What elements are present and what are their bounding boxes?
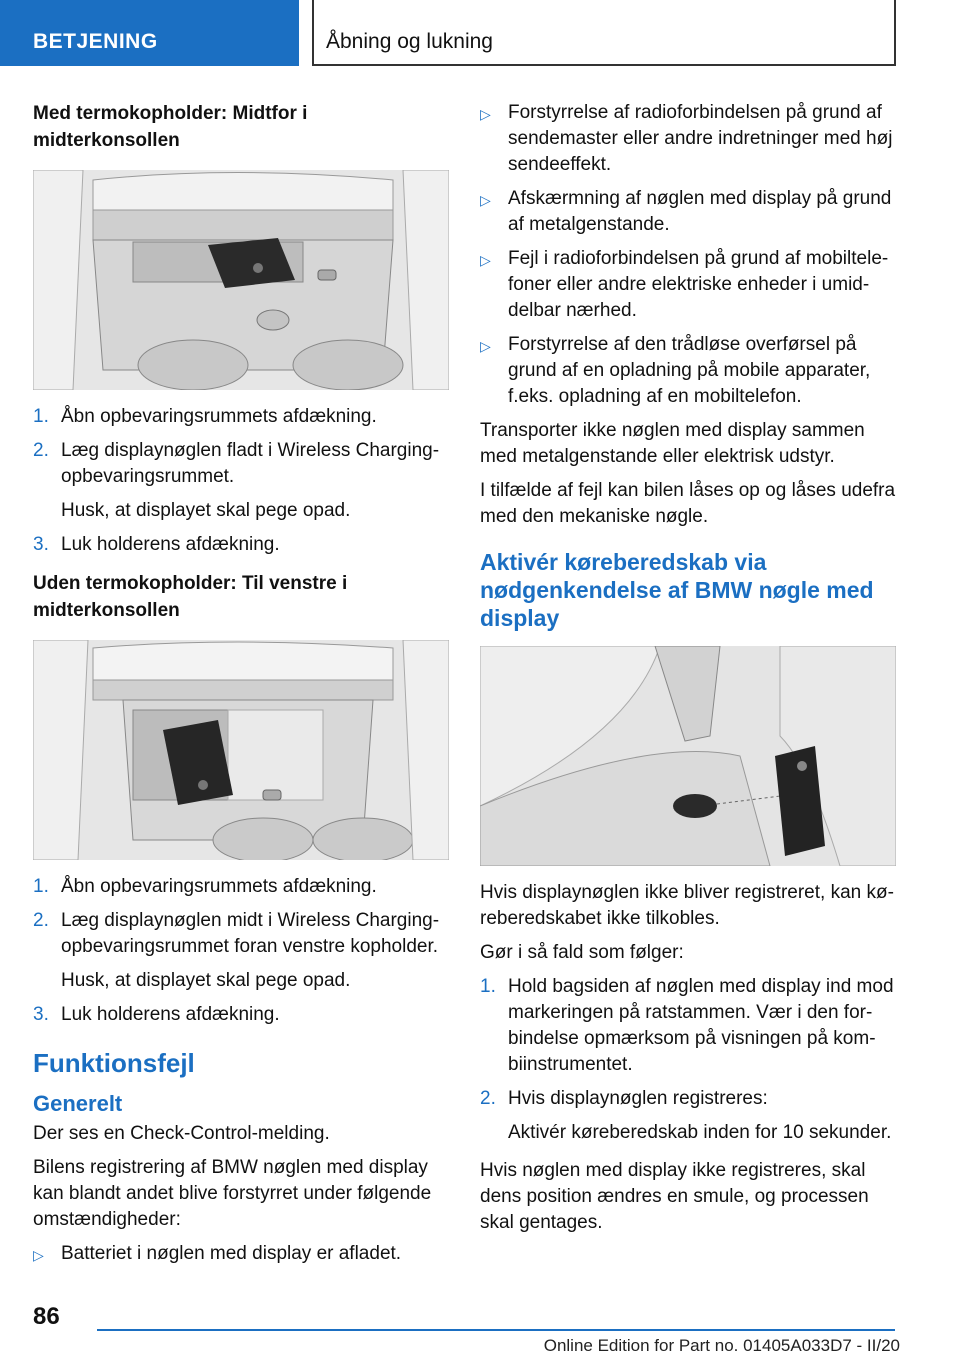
bullet-item: ▷ Batteriet i nøglen med display er afladet.	[33, 1241, 449, 1267]
heading-emergency-detection: Aktivér køreberedskab via nødgenkendelse af BMW nøgle med display	[480, 549, 874, 631]
heading-malfunction: Funktionsfejl	[33, 1048, 195, 1078]
subheading-without-cupholder: Uden termokopholder: Til venstre i midterkonsollen	[33, 573, 348, 621]
heading-general: Generelt	[33, 1091, 123, 1116]
page-number: 86	[33, 1303, 60, 1330]
paragraph: Gør i så fald som følger:	[480, 942, 684, 963]
subheading-with-cupholder: Med termokopholder: Midtfor i midterkonsollen	[33, 103, 308, 151]
step-note: Aktivér køreberedskab inden for 10 sekunder.	[508, 1122, 892, 1143]
step-item: 2. Læg displaynøglen fladt i Wireless Charging-opbevaringsrummet. Husk, at displayet skal pege opad.	[33, 438, 449, 524]
footer-divider	[97, 1329, 895, 1331]
bullet-list	[33, 1241, 449, 1267]
right-column	[480, 100, 896, 1244]
triangle-bullet-icon: ▷	[480, 106, 491, 122]
paragraph: Hvis nøglen med display ikke registreres, skal dens position ændres en smule, og processen skal gentages.	[480, 1160, 869, 1233]
step-item: 1. Åbn opbevaringsrummets afdækning.	[33, 876, 377, 897]
step-item: 3. Luk holderens afdækning.	[33, 1004, 280, 1025]
steps-emergency	[480, 974, 896, 1146]
paragraph: Bilens registrering af BMW nøglen med display kan blandt andet blive forstyrret under følgende omstændigheder:	[33, 1157, 432, 1230]
triangle-bullet-icon: ▷	[480, 192, 491, 208]
steps-without-cupholder	[33, 874, 449, 1028]
bullet-item: ▷ Forstyrrelse af den trådløse overførsel på grund af en opladning på mobile apparater, f.eks. opladning af en mobiltelefon.	[480, 334, 871, 407]
triangle-bullet-icon: ▷	[480, 252, 491, 268]
edition-note: Online Edition for Part no. 01405A033D7 - II/20	[543, 1336, 900, 1355]
paragraph: I tilfælde af fejl kan bilen låses op og låses udefra med den mekaniske nøgle.	[480, 480, 896, 527]
triangle-bullet-icon: ▷	[33, 1247, 44, 1263]
step-item: 3. Luk holderens afdækning.	[33, 534, 280, 555]
step-item: 1. Hold bagsiden af nøglen med display ind mod markeringen på ratstammen. Vær i den forbindelse opmærksom på visningen på kombiinstrumentet.	[480, 976, 894, 1075]
step-item: 2. Hvis displaynøglen registreres: Aktivér køreberedskab inden for 10 sekunder.	[480, 1086, 896, 1146]
chapter-title: Åbning og lukning	[312, 0, 896, 66]
figure-console-without-cupholder	[33, 640, 449, 860]
bullet-item: ▷ Forstyrrelse af radioforbindelsen på grund af sendemaster eller andre indretninger med høj sendeeffekt.	[480, 102, 893, 175]
paragraph: Der ses en Check-Control-melding.	[33, 1123, 330, 1144]
paragraph: Hvis displaynøglen ikke bliver registreret, kan køreberedskabet ikke tilkobles.	[480, 882, 894, 929]
figure-console-with-cupholder	[33, 170, 449, 390]
section-tab: BETJENING	[0, 0, 299, 66]
paragraph: Transporter ikke nøglen med display sammen med metalgenstande eller elektrisk udstyr.	[480, 420, 865, 467]
steps-with-cupholder	[33, 404, 449, 558]
bullet-item: ▷ Afskærmning af nøglen med display på grund af metalgenstande.	[480, 188, 892, 235]
triangle-bullet-icon: ▷	[480, 338, 491, 354]
step-item: 2. Læg displaynøglen midt i Wireless Charging-opbevaringsrummet foran venstre kopholder. Husk, at displayet skal pege opad.	[33, 908, 449, 994]
step-item: 1. Åbn opbevaringsrummets afdækning.	[33, 406, 377, 427]
bullet-list	[480, 100, 896, 410]
left-column	[33, 100, 449, 1275]
step-note: Husk, at displayet skal pege opad.	[61, 970, 351, 991]
bullet-item: ▷ Fejl i radioforbindelsen på grund af mobiltelefoner eller andre elektriske enheder i umiddelbar nærhed.	[480, 248, 889, 321]
step-note: Husk, at displayet skal pege opad.	[61, 500, 351, 521]
figure-steering-column-key	[480, 646, 896, 866]
page-header	[0, 0, 960, 66]
